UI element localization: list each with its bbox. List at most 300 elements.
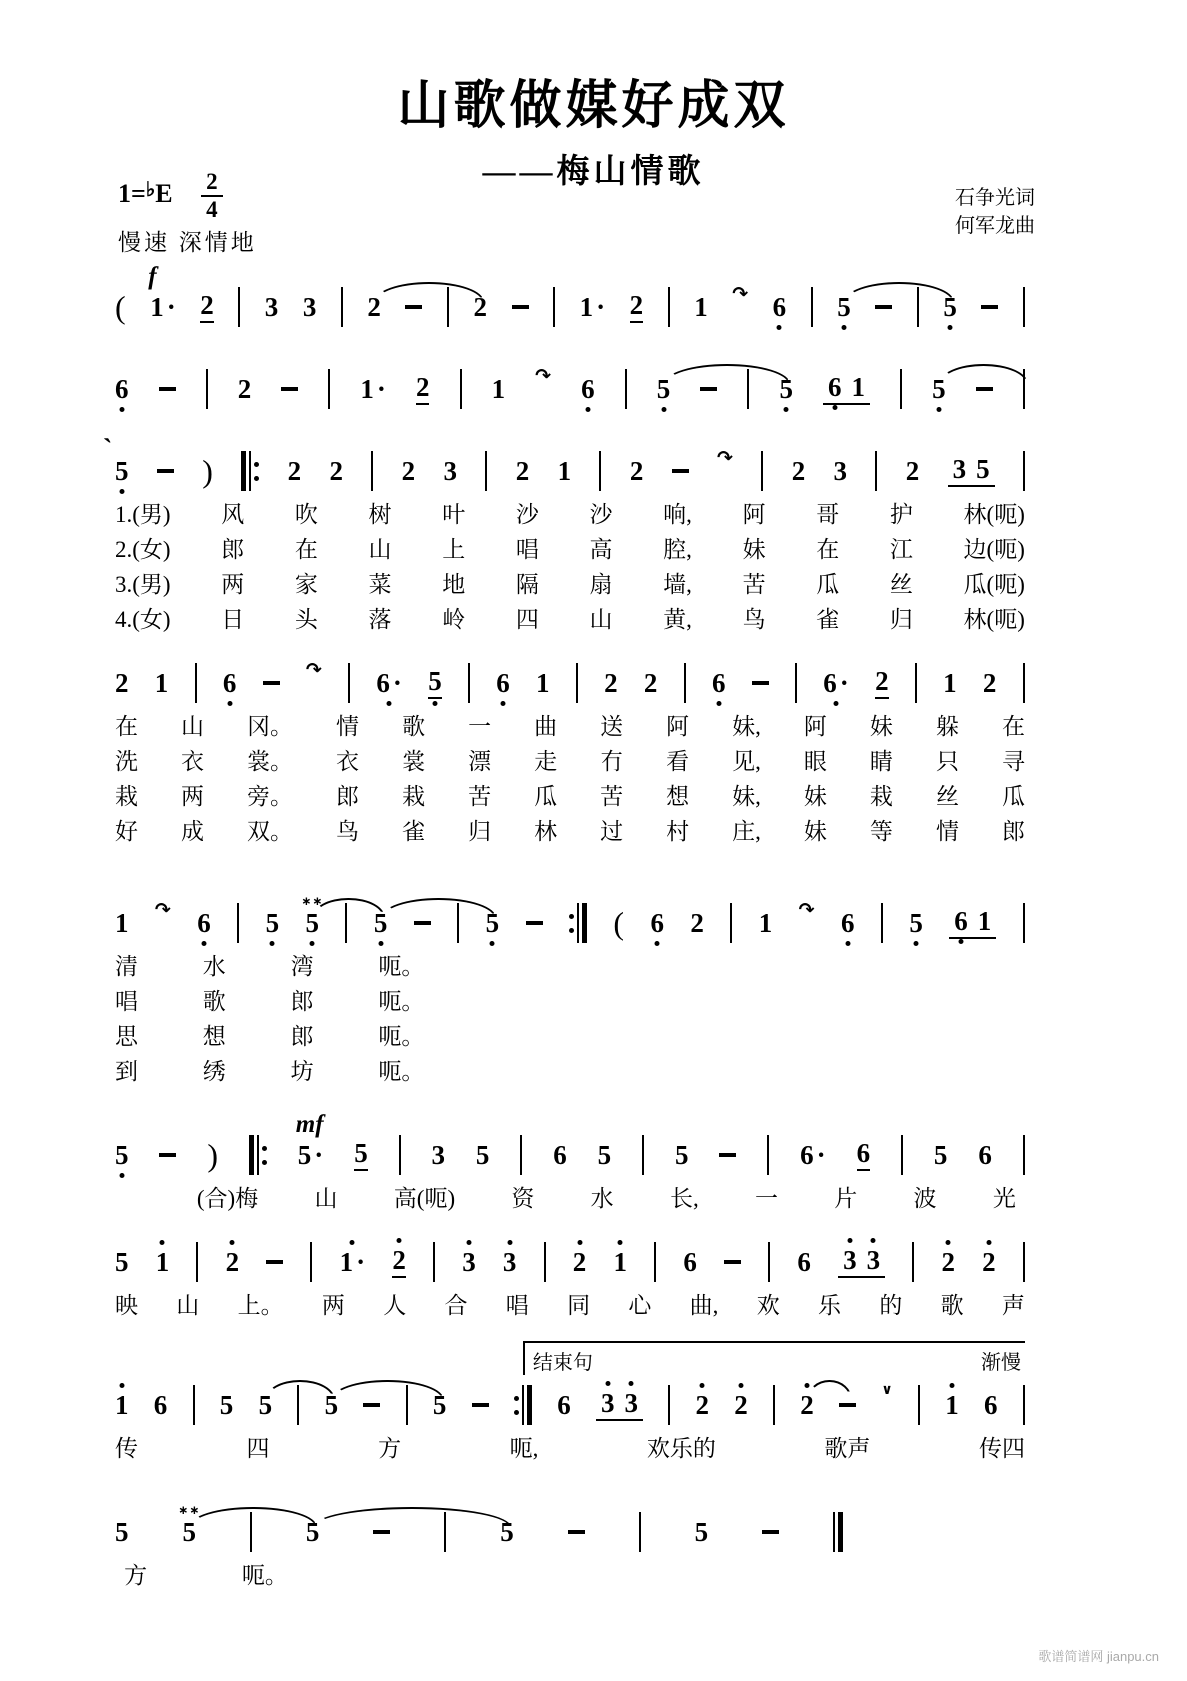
lyric-syllable: (合)梅 <box>196 1186 259 1211</box>
lyric-syllable: 庄, <box>732 819 761 844</box>
note-digit: 6 <box>115 373 129 404</box>
note-digit: 2 <box>604 667 618 698</box>
music-system-row <box>115 660 1025 706</box>
barline <box>668 287 670 327</box>
note <box>674 1139 689 1170</box>
duration-dash <box>526 921 543 925</box>
repeat-begin-barline <box>249 1135 267 1175</box>
low-octave-dot <box>661 407 666 412</box>
repeat-end-barline <box>569 903 587 943</box>
lyric-syllable: 只 <box>935 749 959 774</box>
note <box>943 667 957 698</box>
lyric-syllable: 歌 <box>202 989 226 1014</box>
low-octave-dot <box>959 939 964 944</box>
lyric-syllable: 欢乐的 <box>646 1436 716 1461</box>
note-digit: 2 <box>941 1246 955 1277</box>
note <box>791 455 806 486</box>
lyric-syllable: 郎 <box>290 989 314 1014</box>
lyric-syllable: 栽 <box>115 784 138 809</box>
duration-dash <box>472 1403 489 1407</box>
lyric-syllable: 妹, <box>732 714 761 739</box>
augmentation-dot: · <box>356 1246 366 1277</box>
barline <box>460 369 462 409</box>
lyrics-line <box>115 535 1025 564</box>
augmentation-dot: · <box>376 373 386 404</box>
lyric-syllable: 过 <box>600 819 624 844</box>
duration-dash <box>976 387 993 391</box>
note-digit: 1 <box>154 667 169 698</box>
note-digit: 1 <box>977 905 992 936</box>
lyric-syllable: 苦 <box>742 572 766 597</box>
note <box>866 1244 881 1275</box>
note <box>909 907 923 938</box>
barline <box>767 1135 769 1175</box>
rdot <box>254 476 259 481</box>
note <box>515 455 530 486</box>
final-barline <box>833 1512 843 1552</box>
lyric-syllable: 两 <box>221 572 245 597</box>
lyric-syllable: 家 <box>294 572 318 597</box>
note-digit: 5 <box>976 453 990 484</box>
lyric-syllable: 江 <box>889 537 913 562</box>
note <box>983 1389 998 1420</box>
high-octave-dot <box>160 1240 165 1245</box>
lyrics-line <box>115 500 1025 529</box>
barline <box>520 1135 522 1175</box>
note <box>265 907 280 938</box>
lyric-syllable: 上。 <box>237 1293 284 1318</box>
note <box>597 1139 612 1170</box>
lyrics-line <box>115 1057 424 1086</box>
note-digit: 3 <box>833 455 848 486</box>
lyric-syllable: 树 <box>368 502 392 527</box>
music-system-row <box>103 433 1025 494</box>
lyric-syllable: 清 <box>115 954 138 979</box>
lyric-syllable: 映 <box>115 1293 138 1318</box>
lyrics-line <box>124 1561 288 1590</box>
lyric-syllable: 山 <box>368 537 392 562</box>
note-digit: 1 <box>694 291 708 322</box>
note <box>225 1246 240 1277</box>
note <box>557 1389 571 1420</box>
low-octave-dot <box>655 941 660 946</box>
breath-mark-icon: ↷ <box>717 446 733 469</box>
lyric-syllable: 阿 <box>742 502 766 527</box>
lyrics-line <box>115 782 1025 811</box>
rdots <box>262 1146 267 1165</box>
lyric-syllable: 躲 <box>935 714 959 739</box>
meter-numerator: 2 <box>201 170 223 197</box>
lyricist-credit: 石争光词 <box>955 187 1035 209</box>
lyric-syllable: 墙, <box>663 572 692 597</box>
lyric-syllable: 波 <box>913 1186 937 1211</box>
barline <box>915 663 917 703</box>
note <box>502 1246 517 1277</box>
barline <box>730 903 732 943</box>
note <box>115 1139 129 1170</box>
lyric-syllable: 山 <box>176 1293 200 1318</box>
note-digit: 3 <box>502 1246 517 1277</box>
note <box>843 1244 857 1275</box>
note-digit: 2 <box>695 1389 709 1420</box>
lyric-syllable: 岭 <box>442 607 466 632</box>
lyrics-line <box>115 1022 424 1051</box>
barline <box>553 287 555 327</box>
trem-ornament-icon: ∗∗ <box>178 1502 201 1517</box>
note-digit: 2 <box>115 667 129 698</box>
lyric-syllable: 到 <box>115 1059 138 1084</box>
note <box>222 667 237 698</box>
lyric-syllable: 归 <box>889 607 913 632</box>
note-digit: 5 <box>182 1516 196 1547</box>
note-digit: 6 <box>557 1389 571 1420</box>
note-digit: 6 <box>823 667 837 698</box>
barline <box>206 369 208 409</box>
note <box>115 1516 129 1547</box>
note <box>431 1139 446 1170</box>
lyrics-line <box>115 712 1025 741</box>
note-digit: 5 <box>115 1139 129 1170</box>
music-system <box>115 346 1025 412</box>
note <box>600 1387 615 1418</box>
high-octave-dot <box>466 1240 471 1245</box>
note-digit: 6 <box>496 667 510 698</box>
note-digit: 5 <box>305 907 320 938</box>
duration-dash <box>719 1153 736 1157</box>
lyric-syllable: 情 <box>935 819 959 844</box>
lyric-syllable: 乐 <box>818 1293 842 1318</box>
music-system <box>115 258 1025 330</box>
note <box>557 455 572 486</box>
rthin <box>833 1512 835 1552</box>
note <box>690 907 704 938</box>
note-digit: 3 <box>462 1246 476 1277</box>
lyric-syllable: 歌 <box>402 714 426 739</box>
lyric-syllable: 人 <box>383 1293 407 1318</box>
note-digit: 2 <box>643 667 658 698</box>
lyric-syllable: 风 <box>221 502 245 527</box>
music-system <box>115 1336 1025 1463</box>
note-digit: 6 <box>650 907 664 938</box>
note-digit: 1 <box>536 667 550 698</box>
lyric-syllable: 妹 <box>803 819 827 844</box>
note-digit: 2 <box>200 289 214 320</box>
lyric-syllable: 唱 <box>115 989 138 1014</box>
barline <box>1023 451 1025 491</box>
note <box>302 291 317 322</box>
note-digit: 3 <box>600 1387 615 1418</box>
lyric-syllable: 落 <box>368 607 392 632</box>
duration-dash <box>672 469 689 473</box>
high-octave-dot <box>946 1240 951 1245</box>
music-system-row <box>115 893 1025 946</box>
lyric-syllable: 呃。 <box>378 989 425 1014</box>
note <box>376 667 402 698</box>
note <box>694 1516 709 1547</box>
lyric-syllable: 思 <box>115 1024 138 1049</box>
note <box>155 1246 170 1277</box>
lyric-syllable: 衣 <box>181 749 205 774</box>
low-octave-dot <box>119 489 124 494</box>
barline <box>875 451 877 491</box>
duration-dash <box>700 387 717 391</box>
barline <box>544 1242 546 1282</box>
note-digit: 3 <box>952 453 967 484</box>
lyric-syllable: 见, <box>732 749 761 774</box>
lyric-syllable: 情 <box>336 714 360 739</box>
lyric-syllable: 村 <box>666 819 690 844</box>
note <box>197 907 211 938</box>
lyric-syllable: 妹, <box>732 784 761 809</box>
lyric-syllable: 呃。 <box>378 1059 425 1084</box>
augmentation-dot: · <box>596 291 606 322</box>
note-digit: 3 <box>302 291 317 322</box>
lyric-syllable: 呃。 <box>378 954 425 979</box>
note <box>933 1139 948 1170</box>
note <box>629 289 644 323</box>
lyric-syllable: 唱 <box>505 1293 529 1318</box>
note <box>115 907 129 938</box>
lyric-syllable: 林(呃) <box>963 502 1025 527</box>
note-digit: 5 <box>475 1139 490 1170</box>
duration-dash <box>363 1403 380 1407</box>
lyric-syllable: 两 <box>181 784 205 809</box>
breath-mark-icon: ↷ <box>154 898 171 921</box>
low-octave-dot <box>378 941 383 946</box>
rthick <box>527 1385 532 1425</box>
note <box>103 433 129 486</box>
barline <box>768 1242 770 1282</box>
low-octave-dot <box>202 941 207 946</box>
note <box>150 291 176 322</box>
note <box>339 1246 366 1277</box>
barline <box>918 1385 920 1425</box>
lyric-syllable: 的 <box>879 1293 903 1318</box>
breath-mark-icon: ↷ <box>798 898 815 921</box>
lyric-syllable: 林(呃) <box>963 607 1025 632</box>
note <box>401 455 416 486</box>
lyric-syllable: 哥 <box>816 502 840 527</box>
music-system <box>115 876 1025 1086</box>
lyric-syllable: 长, <box>669 1186 699 1211</box>
lyric-syllable: 双。 <box>247 819 294 844</box>
lyric-syllable: 旁。 <box>247 784 294 809</box>
barline <box>901 1135 903 1175</box>
tempo-marking: 慢速 深情地 <box>118 230 257 255</box>
note <box>982 667 997 698</box>
note-digit: 5 <box>932 373 946 404</box>
note-digit: 2 <box>515 455 530 486</box>
lyric-syllable: 腔, <box>663 537 692 562</box>
lyric-syllable: 冈。 <box>247 714 294 739</box>
note-digit: 1 <box>945 1389 959 1420</box>
lyric-syllable: 鸟 <box>742 607 766 632</box>
lyric-syllable: 郎 <box>1001 819 1025 844</box>
high-octave-dot <box>230 1240 235 1245</box>
note <box>462 1246 476 1277</box>
lyric-syllable: 曲 <box>534 714 558 739</box>
note-digit: 6 <box>800 1139 814 1170</box>
note <box>772 291 787 322</box>
lyric-syllable: 一 <box>754 1186 778 1211</box>
note-digit: 6 <box>153 1389 168 1420</box>
lyrics-line <box>115 987 424 1016</box>
repeat-end-barline <box>514 1385 532 1425</box>
dynamic-marking: mf <box>295 1110 324 1138</box>
note <box>841 907 855 938</box>
lyric-syllable: 声 <box>1001 1293 1025 1318</box>
lyrics-line <box>115 952 424 981</box>
note-digit: 6 <box>983 1389 998 1420</box>
lyric-syllable: 1.(男) <box>115 502 171 527</box>
barline <box>328 369 330 409</box>
duration-dash <box>724 1260 741 1264</box>
lyric-syllable: 瓜 <box>534 784 558 809</box>
rthin <box>249 451 251 491</box>
note-digit: 6 <box>828 371 842 402</box>
note-digit: 5 <box>656 373 671 404</box>
note-digit: 5 <box>354 1137 368 1168</box>
barline <box>310 1242 312 1282</box>
note-digit: 3 <box>264 291 279 322</box>
duration-dash <box>373 1530 390 1534</box>
watermark: 歌谱简谱网 jianpu.cn <box>1038 1649 1159 1664</box>
parenthesis: ) <box>207 1137 218 1173</box>
note <box>115 373 129 404</box>
note <box>604 667 618 698</box>
note-digit: 5 <box>485 907 500 938</box>
low-octave-dot <box>936 407 941 412</box>
duration-dash <box>405 305 422 309</box>
credits <box>955 184 1035 240</box>
lyric-syllable: 山 <box>181 714 205 739</box>
note-digit: 2 <box>629 455 644 486</box>
lyric-syllable: 漂 <box>468 749 492 774</box>
note-digit: 6 <box>581 373 595 404</box>
lyric-syllable: 郎 <box>221 537 245 562</box>
lyric-syllable: 隔 <box>515 572 539 597</box>
breath-mark-icon: ↷ <box>732 282 749 305</box>
parenthesis: ( <box>613 905 625 941</box>
note-digit: 5 <box>943 291 957 322</box>
lyric-syllable: 合 <box>444 1293 468 1318</box>
lyric-syllable: 阿 <box>803 714 827 739</box>
lyric-syllable: 水 <box>202 954 226 979</box>
note-digit: 3 <box>866 1244 881 1275</box>
note <box>154 667 169 698</box>
note-digit: 5 <box>297 1139 312 1170</box>
note-digit: 2 <box>237 373 252 404</box>
barline <box>761 451 763 491</box>
note-digit: 6 <box>856 1137 871 1168</box>
note-digit: 1 <box>155 1246 170 1277</box>
high-octave-dot <box>871 1238 876 1243</box>
lyric-syllable: 阿 <box>666 714 690 739</box>
low-octave-dot <box>585 407 590 412</box>
note <box>978 1139 992 1170</box>
ending-phrase-label: 结束句 <box>532 1352 593 1374</box>
note-digit: 2 <box>905 455 920 486</box>
lyric-syllable: 2.(女) <box>115 537 171 562</box>
lyric-syllable: 苦 <box>600 784 624 809</box>
low-octave-dot <box>834 701 839 706</box>
lyric-syllable: 水 <box>590 1186 614 1211</box>
breath-mark-icon: ∨ <box>881 1382 893 1398</box>
barline <box>1023 1135 1025 1175</box>
lyric-syllable: 两 <box>321 1293 345 1318</box>
high-octave-dot <box>949 1383 954 1388</box>
note-digit: 1 <box>943 667 957 698</box>
parenthesis: ) <box>202 453 213 489</box>
low-octave-dot <box>948 325 953 330</box>
key-prefix: 1= <box>118 179 146 209</box>
lyric-syllable: 雀 <box>402 819 426 844</box>
duration-dash <box>752 681 769 685</box>
music-system-row <box>115 1132 1025 1178</box>
lyric-syllable: 菜 <box>368 572 392 597</box>
barline <box>642 1135 644 1175</box>
note-digit: 5 <box>373 907 388 938</box>
lyric-syllable: 沙 <box>589 502 613 527</box>
lyric-syllable: 苦 <box>468 784 492 809</box>
note-digit: 6 <box>841 907 855 938</box>
lyric-syllable: 呃。 <box>241 1563 288 1588</box>
note-digit: 5 <box>219 1389 234 1420</box>
high-octave-dot <box>577 1240 582 1245</box>
duration-dash <box>263 681 280 685</box>
low-octave-dot <box>845 941 850 946</box>
rthick <box>241 451 246 491</box>
note-digit: 1 <box>557 455 572 486</box>
note <box>624 1387 638 1418</box>
high-octave-dot <box>700 1383 705 1388</box>
lyric-syllable: 歌 <box>940 1293 964 1318</box>
duration-dash <box>981 305 998 309</box>
rdot <box>262 1160 267 1165</box>
lyric-syllable: 在 <box>816 537 840 562</box>
note <box>711 667 726 698</box>
note-digit: 2 <box>690 907 704 938</box>
lyric-syllable: 心 <box>628 1293 652 1318</box>
trem-ornament-icon: ∗∗ <box>301 893 324 908</box>
lyrics-line <box>115 747 1025 776</box>
lyric-syllable: 瓜(呃) <box>963 572 1025 597</box>
note-digit: 2 <box>629 289 644 320</box>
lyric-syllable: 传 <box>115 1436 138 1461</box>
grave-ornament-icon: ` <box>103 433 113 465</box>
lyric-syllable: 在 <box>115 714 138 739</box>
lyric-syllable: 四 <box>246 1436 270 1461</box>
duration-dash <box>568 1530 585 1534</box>
barline <box>900 369 902 409</box>
note-digit: 3 <box>624 1387 638 1418</box>
note-digit: 5 <box>115 1246 129 1277</box>
note-digit: 6 <box>797 1246 811 1277</box>
lyrics-line <box>115 605 1025 634</box>
high-octave-dot <box>507 1240 512 1245</box>
high-octave-dot <box>350 1240 355 1245</box>
note-digit: 2 <box>875 665 889 696</box>
note-digit: 6 <box>553 1139 567 1170</box>
lyric-syllable: 栽 <box>869 784 893 809</box>
barline <box>1023 1242 1025 1282</box>
augmentation-dot: · <box>166 291 176 322</box>
note <box>650 907 664 938</box>
lyric-syllable: 同 <box>567 1293 591 1318</box>
beam-group <box>948 453 995 487</box>
lyric-syllable: 4.(女) <box>115 607 171 632</box>
flat-sign: ♭ <box>145 179 156 202</box>
